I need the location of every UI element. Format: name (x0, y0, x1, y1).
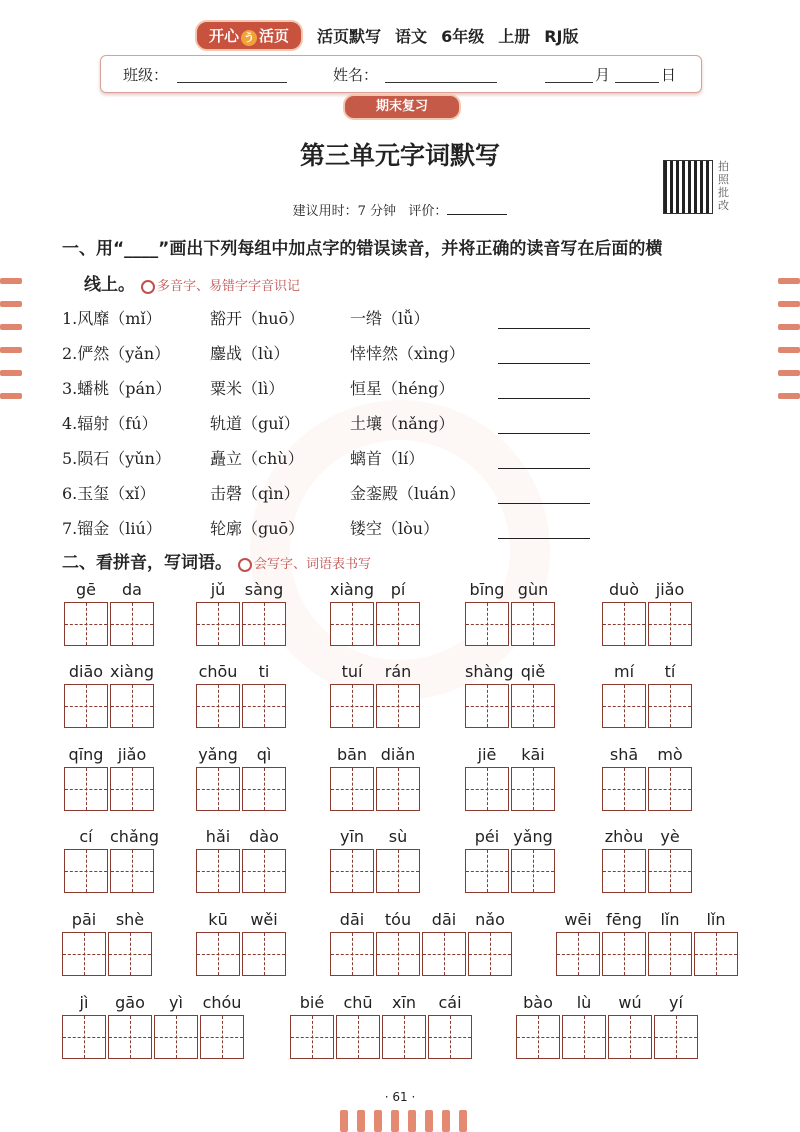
writing-box[interactable] (110, 684, 154, 728)
pinyin-syllable: kāi (521, 745, 545, 764)
word-with-pinyin: 玉玺（xǐ） (77, 484, 156, 503)
word-item (62, 516, 162, 539)
word-with-pinyin: 俨然（yǎn） (77, 344, 171, 363)
writing-box[interactable] (110, 602, 154, 646)
writing-box[interactable] (511, 767, 555, 811)
pinyin-syllable: yǎng (198, 745, 238, 764)
word-with-pinyin: 一绺（lǚ） (350, 309, 430, 328)
word-with-pinyin: 金銮殿（luán） (350, 484, 466, 503)
word-item (62, 446, 171, 469)
pinyin-syllable: xīn (391, 993, 417, 1012)
pinyin-syllable: bīng (469, 580, 505, 599)
writing-box[interactable] (196, 684, 240, 728)
section1-heading-line2 (84, 270, 300, 295)
pinyin-syllable: xiàng (110, 662, 155, 681)
qr-caption-char: 批 (718, 186, 729, 199)
writing-box[interactable] (602, 849, 646, 893)
pinyin-syllable: tóu (384, 910, 412, 929)
pinyin-syllable: yīn (339, 827, 365, 846)
word-item (210, 446, 304, 469)
writing-box[interactable] (465, 602, 509, 646)
pinyin-syllable: gē (76, 580, 96, 599)
pinyin-syllable: jiǎo (655, 580, 685, 599)
pinyin-syllable: qì (256, 745, 272, 764)
writing-box[interactable] (242, 602, 286, 646)
writing-box[interactable] (465, 684, 509, 728)
word-item (350, 516, 439, 539)
writing-box[interactable] (428, 1015, 472, 1059)
day-field[interactable] (615, 82, 659, 83)
answer-line[interactable] (498, 538, 590, 539)
pinyin-syllable: gùn (517, 580, 549, 599)
word-item (62, 306, 162, 329)
pinyin-syllable: xiàng (330, 580, 375, 599)
pinyin-syllable: mí (613, 662, 635, 681)
header-subject: 语文 (395, 26, 428, 46)
target-icon (141, 280, 155, 294)
word-with-pinyin: 陨石（yǔn） (77, 449, 171, 468)
pinyin-syllable: shè (115, 910, 145, 929)
word-with-pinyin: 粟米（lì） (210, 379, 285, 398)
writing-box[interactable] (465, 767, 509, 811)
writing-box[interactable] (154, 1015, 198, 1059)
bottom-tab (425, 1110, 433, 1132)
writing-box[interactable] (511, 602, 555, 646)
writing-box[interactable] (330, 932, 374, 976)
word-item (210, 481, 300, 504)
item-number: 1. (62, 309, 78, 328)
pinyin-syllable: bān (336, 745, 368, 764)
word-with-pinyin: 轨道（guǐ） (210, 414, 300, 433)
section2-heading (62, 548, 371, 573)
pinyin-syllable: jiē (477, 745, 497, 764)
side-tab (778, 301, 800, 307)
bottom-tab (442, 1110, 450, 1132)
word-with-pinyin: 辐射（fú） (77, 414, 158, 433)
pinyin-syllable: dào (249, 827, 279, 846)
writing-box[interactable] (62, 1015, 106, 1059)
writing-box[interactable] (110, 849, 154, 893)
writing-box[interactable] (242, 684, 286, 728)
word-item (62, 411, 158, 434)
class-field[interactable] (177, 82, 287, 83)
pinyin-syllable: dāi (431, 910, 457, 929)
pinyin-syllable: ti (258, 662, 270, 681)
pinyin-syllable: sàng (244, 580, 284, 599)
pinyin-syllable: lǐn (706, 910, 726, 929)
qr-caption-char: 照 (718, 173, 729, 186)
name-label: 姓名： (333, 66, 379, 84)
item-number: 2. (62, 344, 78, 363)
bottom-tab (357, 1110, 365, 1132)
pinyin-syllable: lù (576, 993, 592, 1012)
name-field[interactable] (385, 82, 497, 83)
section2-heading-text: 二、看拼音，写词语。 (62, 553, 232, 573)
side-tab (778, 370, 800, 376)
writing-box[interactable] (602, 684, 646, 728)
section1-heading (62, 234, 762, 259)
word-with-pinyin: 螭首（lí） (350, 449, 425, 468)
pinyin-syllable: mò (657, 745, 683, 764)
word-with-pinyin: 风靡（mǐ） (77, 309, 162, 328)
suggested-time: 建议用时：7 分钟 (292, 204, 396, 219)
qr-caption-char: 改 (718, 199, 729, 212)
answer-line[interactable] (498, 398, 590, 399)
month-label: 月 (595, 66, 611, 84)
word-with-pinyin: 鏖战（lù） (210, 344, 290, 363)
writing-box[interactable] (196, 849, 240, 893)
writing-box[interactable] (376, 684, 420, 728)
pinyin-syllable: qīng (68, 745, 104, 764)
pinyin-syllable: tí (664, 662, 676, 681)
class-label: 班级： (123, 66, 169, 84)
word-with-pinyin: 轮廓（guō） (210, 519, 305, 538)
writing-box[interactable] (648, 932, 692, 976)
page-title: 第三单元字词默写 (299, 141, 500, 170)
side-tab (0, 393, 22, 399)
pinyin-syllable: bié (299, 993, 325, 1012)
writing-box[interactable] (422, 932, 466, 976)
pinyin-syllable: tuí (341, 662, 363, 681)
pinyin-syllable: jǔ (210, 580, 226, 599)
bottom-tab (408, 1110, 416, 1132)
section1-heading-tail: 线上。 (84, 275, 135, 295)
pinyin-syllable: diāo (68, 662, 104, 681)
writing-box[interactable] (242, 849, 286, 893)
pinyin-syllable: yǎng (513, 827, 553, 846)
logo-text-right: 活页 (259, 26, 290, 45)
section1-note (141, 279, 300, 294)
writing-box[interactable] (608, 1015, 652, 1059)
writing-box[interactable] (242, 767, 286, 811)
answer-line[interactable] (498, 433, 590, 434)
writing-box[interactable] (602, 767, 646, 811)
pinyin-syllable: shā (609, 745, 639, 764)
word-item (62, 481, 155, 504)
header-volume: 上册 (498, 26, 531, 46)
target-icon (238, 558, 252, 572)
writing-box[interactable] (200, 1015, 244, 1059)
word-item (62, 376, 171, 399)
section2-note-text: 会写字、词语表书写 (254, 557, 372, 572)
pinyin-syllable: bào (523, 993, 553, 1012)
pinyin-syllable: cái (438, 993, 462, 1012)
pinyin-syllable: pāi (71, 910, 97, 929)
pinyin-syllable: pí (390, 580, 406, 599)
writing-box[interactable] (654, 1015, 698, 1059)
writing-box[interactable] (511, 684, 555, 728)
pinyin-syllable: nǎo (475, 910, 505, 929)
month-field[interactable] (545, 82, 593, 83)
writing-box[interactable] (602, 602, 646, 646)
side-tab (0, 324, 22, 330)
section1-heading-line1: 一、用“____”画出下列每组中加点字的错误读音，并将正确的读音写在后面的横 (62, 239, 663, 259)
writing-box[interactable] (648, 684, 692, 728)
writing-box[interactable] (516, 1015, 560, 1059)
pinyin-syllable: chǎng (110, 827, 160, 846)
item-number: 5. (62, 449, 78, 468)
header-series: 活页默写 (317, 26, 382, 46)
pinyin-syllable: da (122, 580, 142, 599)
writing-box[interactable] (511, 849, 555, 893)
pinyin-syllable: dāi (339, 910, 365, 929)
evaluation-field[interactable] (447, 203, 507, 215)
word-item (350, 306, 429, 329)
writing-box[interactable] (376, 932, 420, 976)
word-item (210, 306, 304, 329)
pinyin-syllable: chū (343, 993, 373, 1012)
word-with-pinyin: 矗立（chù） (210, 449, 304, 468)
pinyin-syllable: wēi (564, 910, 592, 929)
writing-box[interactable] (64, 684, 108, 728)
side-tab (0, 347, 22, 353)
word-item (210, 376, 284, 399)
answer-line[interactable] (498, 328, 590, 329)
pinyin-syllable: gāo (115, 993, 145, 1012)
bottom-tab (459, 1110, 467, 1132)
word-item (210, 341, 289, 364)
pinyin-syllable: wěi (250, 910, 278, 929)
word-with-pinyin: 豁开（huō） (210, 309, 305, 328)
page-number: · 61 · (384, 1090, 416, 1104)
word-item (350, 341, 465, 364)
writing-box[interactable] (465, 849, 509, 893)
writing-box[interactable] (562, 1015, 606, 1059)
side-tab (0, 301, 22, 307)
writing-box[interactable] (110, 767, 154, 811)
review-badge: 期末复习 (343, 94, 461, 120)
item-number: 3. (62, 379, 78, 398)
word-with-pinyin: 恒星（héng） (350, 379, 455, 398)
pinyin-syllable: rán (384, 662, 412, 681)
writing-box[interactable] (376, 602, 420, 646)
section2-note (238, 557, 371, 572)
side-tab (778, 324, 800, 330)
writing-box[interactable] (376, 767, 420, 811)
side-tab (0, 370, 22, 376)
word-item (210, 411, 300, 434)
word-item (350, 446, 424, 469)
day-label: 日 (661, 66, 677, 84)
pinyin-syllable: chōu (198, 662, 238, 681)
pinyin-syllable: qiě (520, 662, 546, 681)
name-bar (100, 55, 702, 93)
writing-box[interactable] (376, 849, 420, 893)
writing-box[interactable] (330, 849, 374, 893)
word-with-pinyin: 镏金（liú） (77, 519, 162, 538)
writing-box[interactable] (648, 849, 692, 893)
pinyin-syllable: diǎn (380, 745, 416, 764)
writing-box[interactable] (330, 684, 374, 728)
word-with-pinyin: 土壤（nǎng） (350, 414, 455, 433)
writing-box[interactable] (108, 1015, 152, 1059)
writing-box[interactable] (330, 767, 374, 811)
word-item (62, 341, 170, 364)
item-number: 4. (62, 414, 78, 433)
side-tab (0, 278, 22, 284)
pinyin-syllable: kū (208, 910, 228, 929)
pinyin-syllable: shàng (465, 662, 514, 681)
pinyin-syllable: duò (608, 580, 640, 599)
side-tab (778, 278, 800, 284)
bottom-tab (340, 1110, 348, 1132)
header-edition: RJ版 (544, 26, 579, 46)
bottom-tab (391, 1110, 399, 1132)
writing-box[interactable] (336, 1015, 380, 1059)
writing-box[interactable] (330, 602, 374, 646)
answer-line[interactable] (498, 503, 590, 504)
pinyin-syllable: chóu (202, 993, 242, 1012)
answer-line[interactable] (498, 363, 590, 364)
pinyin-syllable: jì (79, 993, 89, 1012)
pinyin-syllable: yè (660, 827, 680, 846)
word-with-pinyin: 镂空（lòu） (350, 519, 440, 538)
pinyin-syllable: jiǎo (117, 745, 147, 764)
logo-circle-icon: う (241, 30, 257, 46)
writing-box[interactable] (556, 932, 600, 976)
pinyin-syllable: sù (388, 827, 408, 846)
word-item (210, 516, 304, 539)
side-tab (778, 347, 800, 353)
writing-box[interactable] (468, 932, 512, 976)
evaluation-label: 评价： (408, 204, 448, 219)
word-item (350, 481, 465, 504)
header (195, 20, 605, 50)
writing-box[interactable] (64, 602, 108, 646)
pinyin-syllable: lǐn (660, 910, 680, 929)
writing-box[interactable] (694, 932, 738, 976)
word-with-pinyin: 击磬（qìn） (210, 484, 300, 503)
side-tab (778, 393, 800, 399)
item-number: 6. (62, 484, 78, 503)
header-grade: 6年级 (441, 26, 485, 46)
word-item (350, 411, 454, 434)
logo-text-left: 开心 (209, 26, 240, 45)
pinyin-syllable: zhòu (604, 827, 644, 846)
pinyin-syllable: yì (169, 993, 183, 1012)
subtitle (0, 200, 800, 219)
section1-note-text: 多音字、易错字字音识记 (157, 279, 301, 294)
writing-box[interactable] (64, 767, 108, 811)
writing-box[interactable] (648, 767, 692, 811)
writing-box[interactable] (382, 1015, 426, 1059)
writing-box[interactable] (648, 602, 692, 646)
answer-line[interactable] (498, 468, 590, 469)
writing-box[interactable] (290, 1015, 334, 1059)
bottom-tab (374, 1110, 382, 1132)
writing-box[interactable] (602, 932, 646, 976)
pinyin-syllable: wú (618, 993, 642, 1012)
word-with-pinyin: 悻悻然（xìng） (350, 344, 465, 363)
writing-box[interactable] (62, 932, 106, 976)
qr-caption-char: 拍 (718, 160, 729, 173)
writing-box[interactable] (196, 932, 240, 976)
writing-box[interactable] (242, 932, 286, 976)
pinyin-syllable: péi (474, 827, 500, 846)
pinyin-syllable: hǎi (205, 827, 231, 846)
writing-box[interactable] (196, 767, 240, 811)
item-number: 7. (62, 519, 78, 538)
pinyin-syllable: yí (669, 993, 683, 1012)
word-item (350, 376, 454, 399)
pinyin-syllable: fēng (606, 910, 642, 929)
pinyin-syllable: cí (79, 827, 93, 846)
writing-box[interactable] (64, 849, 108, 893)
brand-logo (195, 20, 303, 51)
writing-box[interactable] (108, 932, 152, 976)
word-with-pinyin: 蟠桃（pán） (77, 379, 172, 398)
writing-box[interactable] (196, 602, 240, 646)
